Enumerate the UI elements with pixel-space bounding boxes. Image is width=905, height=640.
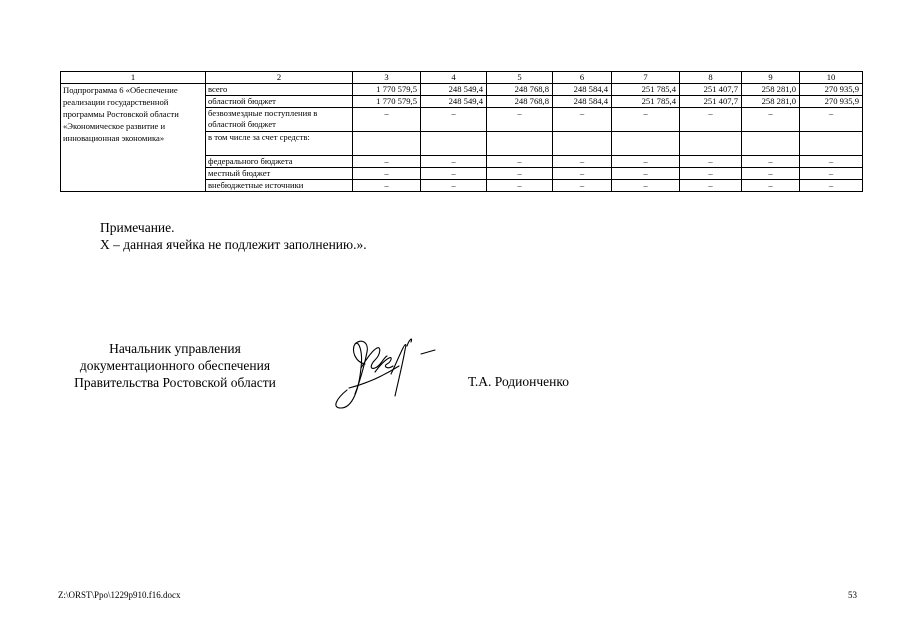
value-cell bbox=[612, 132, 680, 156]
value-cell: – bbox=[487, 168, 553, 180]
file-path: Z:\ORST\Ppo\1229p910.f16.docx bbox=[58, 590, 181, 600]
value-cell: – bbox=[553, 168, 612, 180]
funding-source-label: местный бюджет bbox=[206, 168, 353, 180]
value-cell: 251 785,4 bbox=[612, 84, 680, 96]
value-cell: – bbox=[612, 168, 680, 180]
column-number: 4 bbox=[421, 72, 487, 84]
value-cell: – bbox=[742, 168, 800, 180]
position-line: документационного обеспечения bbox=[79, 358, 271, 373]
value-cell: 270 935,9 bbox=[800, 96, 863, 108]
value-cell: 258 281,0 bbox=[742, 84, 800, 96]
value-cell: – bbox=[800, 108, 863, 132]
note-text: Х – данная ячейка не подлежит заполнению.». bbox=[100, 237, 367, 252]
table-header-row bbox=[61, 72, 863, 84]
value-cell bbox=[680, 132, 742, 156]
column-number: 3 bbox=[353, 72, 421, 84]
value-cell: – bbox=[353, 168, 421, 180]
page-number: 53 bbox=[848, 590, 857, 600]
value-cell bbox=[353, 132, 421, 156]
position-line: Начальник управления bbox=[109, 341, 241, 356]
column-number: 9 bbox=[742, 72, 800, 84]
position-line: Правительства Ростовской области bbox=[74, 375, 276, 390]
value-cell: 251 785,4 bbox=[612, 96, 680, 108]
value-cell: – bbox=[553, 180, 612, 192]
program-name: Подпрограмма 6 «Обеспечение реализации государственной программы Ростовской области «Экономическое развитие и инновационная экономика» bbox=[61, 84, 206, 192]
value-cell: – bbox=[553, 156, 612, 168]
value-cell: – bbox=[680, 180, 742, 192]
value-cell: – bbox=[612, 156, 680, 168]
value-cell: 248 549,4 bbox=[421, 96, 487, 108]
column-number: 2 bbox=[206, 72, 353, 84]
value-cell: – bbox=[353, 156, 421, 168]
value-cell: – bbox=[487, 108, 553, 132]
value-cell: – bbox=[487, 180, 553, 192]
value-cell: 248 768,8 bbox=[487, 84, 553, 96]
value-cell: – bbox=[680, 168, 742, 180]
column-number: 7 bbox=[612, 72, 680, 84]
value-cell: – bbox=[742, 108, 800, 132]
budget-table bbox=[60, 71, 863, 192]
value-cell: – bbox=[612, 108, 680, 132]
value-cell: 248 584,4 bbox=[553, 96, 612, 108]
value-cell: 248 549,4 bbox=[421, 84, 487, 96]
signatory-position bbox=[50, 340, 300, 391]
column-number: 6 bbox=[553, 72, 612, 84]
value-cell: – bbox=[800, 180, 863, 192]
value-cell: 251 407,7 bbox=[680, 84, 742, 96]
value-cell bbox=[800, 132, 863, 156]
value-cell: – bbox=[800, 156, 863, 168]
value-cell: – bbox=[680, 108, 742, 132]
funding-source-label: федерального бюджета bbox=[206, 156, 353, 168]
value-cell: – bbox=[742, 156, 800, 168]
value-cell: – bbox=[353, 108, 421, 132]
note-title: Примечание. bbox=[100, 220, 175, 235]
value-cell: 248 584,4 bbox=[553, 84, 612, 96]
value-cell: – bbox=[353, 180, 421, 192]
value-cell bbox=[553, 132, 612, 156]
funding-source-label: безвозмездные поступления в областной бюджет bbox=[206, 108, 353, 132]
value-cell: 248 768,8 bbox=[487, 96, 553, 108]
column-number: 1 bbox=[61, 72, 206, 84]
funding-source-label: в том числе за счет средств: bbox=[206, 132, 353, 156]
value-cell bbox=[487, 132, 553, 156]
value-cell: – bbox=[680, 156, 742, 168]
value-cell: 1 770 579,5 bbox=[353, 96, 421, 108]
value-cell: – bbox=[421, 168, 487, 180]
value-cell: – bbox=[553, 108, 612, 132]
signatory-name: Т.А. Родионченко bbox=[468, 374, 569, 389]
value-cell: – bbox=[421, 156, 487, 168]
value-cell: – bbox=[421, 108, 487, 132]
value-cell bbox=[742, 132, 800, 156]
value-cell bbox=[421, 132, 487, 156]
table-row bbox=[61, 84, 863, 96]
value-cell: 1 770 579,5 bbox=[353, 84, 421, 96]
column-number: 10 bbox=[800, 72, 863, 84]
column-number: 5 bbox=[487, 72, 553, 84]
value-cell: 258 281,0 bbox=[742, 96, 800, 108]
value-cell: 251 407,7 bbox=[680, 96, 742, 108]
value-cell: – bbox=[487, 156, 553, 168]
value-cell: – bbox=[612, 180, 680, 192]
value-cell: 270 935,9 bbox=[800, 84, 863, 96]
funding-source-label: областной бюджет bbox=[206, 96, 353, 108]
value-cell: – bbox=[800, 168, 863, 180]
funding-source-label: внебюджетные источники bbox=[206, 180, 353, 192]
handwritten-signature bbox=[325, 328, 445, 410]
column-number: 8 bbox=[680, 72, 742, 84]
value-cell: – bbox=[421, 180, 487, 192]
value-cell: – bbox=[742, 180, 800, 192]
funding-source-label: всего bbox=[206, 84, 353, 96]
